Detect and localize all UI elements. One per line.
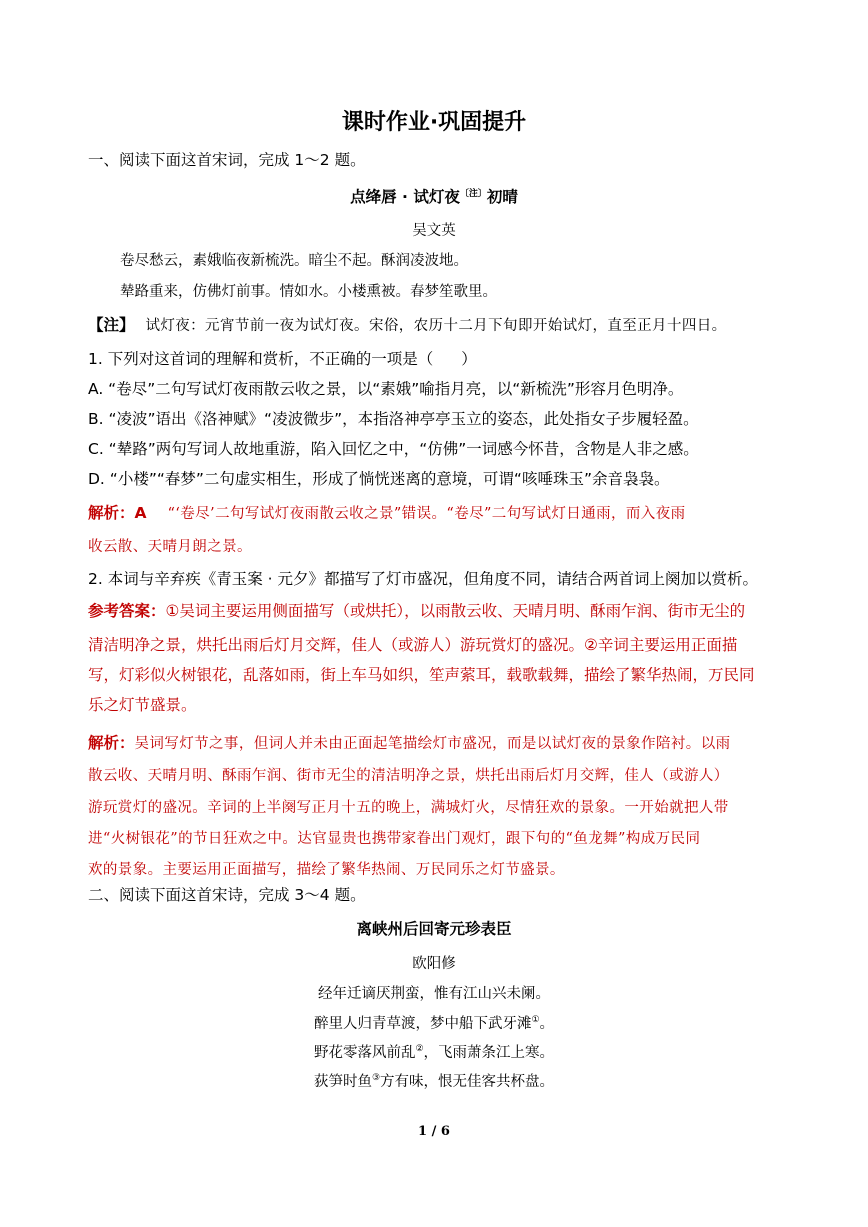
poem-one-author: 吴文英 xyxy=(412,223,456,239)
poem-two-line: 经年迁谪厌荆蛮，惟有江山兴未阑。 xyxy=(318,986,550,1002)
poem-two-line-text: 野花零落风前乱 xyxy=(313,1045,416,1061)
question-2-answer-label: 参考答案： xyxy=(88,602,166,620)
question-2-analysis-text: 欢的景象。主要运用正面描写，描绘了繁华热闹、万民同乐之灯节盛景。 xyxy=(88,862,565,878)
question-2-answer xyxy=(88,600,745,622)
question-2-analysis-text: 散云收、天晴月明、酥雨乍润、街市无尘的清洁明净之景，烘托出雨后灯月交辉，佳人（或游人） xyxy=(88,768,729,784)
poem-one-line: 辇路重来，仿佛灯前事。情如水。小楼熏被。春梦笙歌里。 xyxy=(120,284,497,300)
poem-two-line-text: ，飞雨萧条江上寒。 xyxy=(423,1045,555,1061)
question-2-analysis-text: 游玩赏灯的盛况。辛词的上半阕写正月十五的晚上，满城灯火，尽情狂欢的景象。一开始就把人带 xyxy=(88,800,729,816)
question-1-stem-end: ） xyxy=(461,350,477,368)
question-1-analysis xyxy=(88,502,686,525)
poem-two-line-text: 方有味，恨无佳客共杯盘。 xyxy=(380,1074,555,1090)
poem-two-author: 欧阳修 xyxy=(412,956,456,972)
poem-one-note xyxy=(88,314,727,337)
question-1-analysis-text: 收云散、天晴月朗之景。 xyxy=(88,539,252,555)
note-text: 试灯夜：元宵节前一夜为试灯夜。宋俗，农历十二月下旬即开始试灯，直至正月十四日。 xyxy=(145,318,727,334)
question-2-answer-text: 乐之灯节盛景。 xyxy=(88,696,197,714)
question-1-option: C. “辇路”两句写词人故地重游，陷入回忆之中，“仿佛”一词感今怀昔，含物是人非之感。 xyxy=(88,440,699,458)
poem-two-line xyxy=(0,1071,868,1093)
section-two-heading: 二、阅读下面这首宋诗，完成 3～4 题。 xyxy=(88,886,366,904)
question-1-option: D. “小楼”“春梦”二句虚实相生，形成了惝恍迷离的意境，可谓“咳唾珠玉”余音袅袅。 xyxy=(88,470,670,488)
note-label: 【注】 xyxy=(88,316,135,334)
question-1-option: A. “卷尽”二句写试灯夜雨散云收之景，以“素娥”喻指月亮，以“新梳洗”形容月色明净。 xyxy=(88,380,684,398)
poem-two-line-text: 醉里人归青草渡，梦中船下武牙滩 xyxy=(313,1016,532,1032)
poem-two-line-text: 荻笋时鱼 xyxy=(313,1074,372,1090)
footnote-mark: ③ xyxy=(371,1073,381,1084)
poem-two-line xyxy=(0,1042,868,1064)
footnote-mark: ① xyxy=(531,1015,540,1026)
question-1-option: B. “凌波”语出《洛神赋》“凌波微步”，本指洛神亭亭玉立的姿态，此处指女子步履轻盈。 xyxy=(88,410,699,428)
poem-two-line-text: 。 xyxy=(539,1016,555,1032)
poem-one-title-tail: 初晴 xyxy=(486,188,518,206)
poem-two-title: 离峡州后回寄元珍表臣 xyxy=(356,920,512,938)
question-2-analysis xyxy=(88,732,731,755)
question-1-analysis-label: 解析：A xyxy=(88,504,147,522)
question-2-answer-text: ①吴词主要运用侧面描写（或烘托），以雨散云收、天晴月明、酥雨乍润、街市无尘的 xyxy=(165,602,746,620)
question-2-analysis-text: 吴词写灯节之事，但词人并未由正面起笔描绘灯市盛况，而是以试灯夜的景象作陪衬。以雨 xyxy=(134,736,731,752)
section-one-heading: 一、阅读下面这首宋词，完成 1～2 题。 xyxy=(88,151,366,169)
page-number: 1 / 6 xyxy=(418,1124,450,1139)
footnote-mark: ② xyxy=(415,1044,424,1055)
question-2-answer-text: 清洁明净之景，烘托出雨后灯月交辉，佳人（或游人）游玩赏灯的盛况。②辛词主要运用正面描 xyxy=(88,636,738,654)
poem-one-line: 卷尽愁云，素娥临夜新梳洗。暗尘不起。酥润凌波地。 xyxy=(120,253,468,269)
question-1-stem-text: 1. 下列对这首词的理解和赏析，不正确的一项是（ xyxy=(88,350,434,368)
page-title: 课时作业·巩固提升 xyxy=(341,110,527,135)
question-2-stem: 2. 本词与辛弃疾《青玉案 · 元夕》都描写了灯市盛况，但角度不同，请结合两首词上阕加以赏析。 xyxy=(88,570,758,588)
question-2-analysis-text: 进“火树银花”的节日狂欢之中。达官显贵也携带家眷出门观灯，跟下句的“鱼龙舞”构成万民同 xyxy=(88,831,701,847)
question-2-analysis-label: 解析： xyxy=(88,734,135,752)
poem-one-title-text: 点绛唇 · 试灯夜 xyxy=(350,188,460,206)
poem-one-title xyxy=(0,186,868,208)
poem-two-line xyxy=(0,1013,868,1035)
question-1-stem xyxy=(88,348,477,370)
poem-one-note-mark: 〔注〕 xyxy=(459,188,487,199)
question-1-analysis-text: “‘卷尽’二句写试灯夜雨散云收之景”错误。“卷尽”二句写试灯日通雨，而入夜雨 xyxy=(167,506,686,522)
question-2-answer-text: 写，灯彩似火树银花，乱落如雨，街上车马如织，笙声萦耳，载歌载舞，描绘了繁华热闹，万民同 xyxy=(88,666,755,684)
